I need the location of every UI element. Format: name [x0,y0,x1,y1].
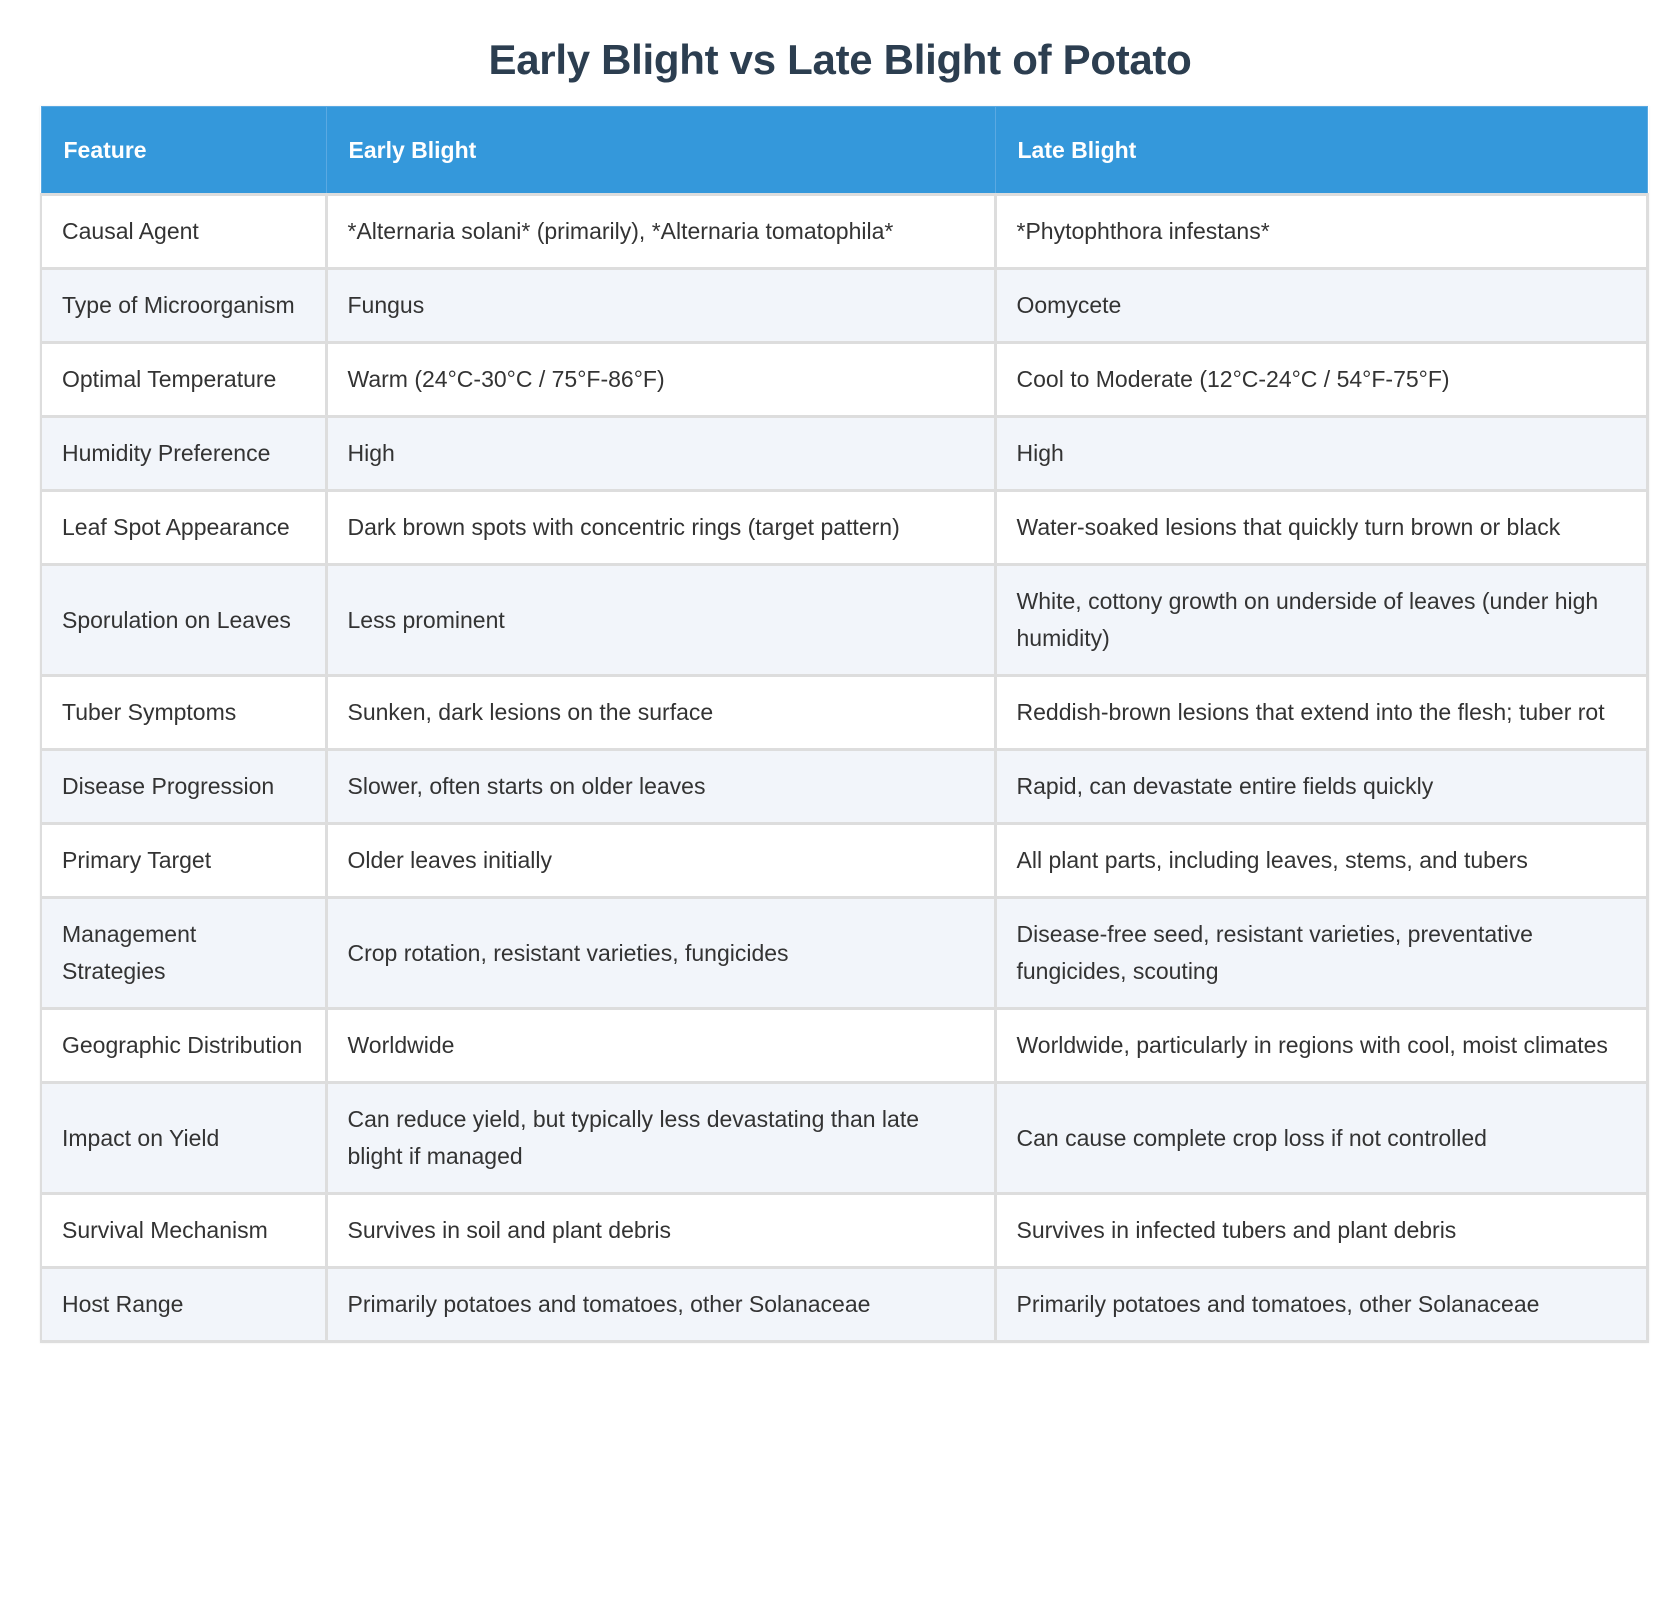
table-row [41,676,1647,750]
table-row [41,1083,1647,1194]
feature-cell: Geographic Distribution [41,1009,326,1083]
late-blight-cell: Can cause complete crop loss if not controlled [995,1083,1647,1194]
table-row [41,898,1647,1009]
table-row [41,195,1647,269]
feature-cell: Type of Microorganism [41,269,326,343]
early-blight-cell: Can reduce yield, but typically less devastating than late blight if managed [326,1083,995,1194]
late-blight-cell: Oomycete [995,269,1647,343]
feature-cell: Survival Mechanism [41,1194,326,1268]
late-blight-cell: Disease-free seed, resistant varieties, preventative fungicides, scouting [995,898,1647,1009]
late-blight-cell: Survives in infected tubers and plant debris [995,1194,1647,1268]
early-blight-cell: *Alternaria solani* (primarily), *Alternaria tomatophila* [326,195,995,269]
feature-cell: Humidity Preference [41,417,326,491]
early-blight-cell: Primarily potatoes and tomatoes, other Solanaceae [326,1268,995,1342]
table-row [41,269,1647,343]
column-header-late-blight: Late Blight [995,107,1647,195]
early-blight-cell: Sunken, dark lesions on the surface [326,676,995,750]
feature-cell: Leaf Spot Appearance [41,491,326,565]
late-blight-cell: Reddish-brown lesions that extend into the flesh; tuber rot [995,676,1647,750]
table-row [41,343,1647,417]
early-blight-cell: Worldwide [326,1009,995,1083]
column-header-early-blight: Early Blight [326,107,995,195]
table-header-row [41,107,1647,195]
late-blight-cell: Worldwide, particularly in regions with cool, moist climates [995,1009,1647,1083]
feature-cell: Impact on Yield [41,1083,326,1194]
table-row [41,750,1647,824]
feature-cell: Disease Progression [41,750,326,824]
early-blight-cell: Dark brown spots with concentric rings (target pattern) [326,491,995,565]
early-blight-cell: Slower, often starts on older leaves [326,750,995,824]
feature-cell: Optimal Temperature [41,343,326,417]
late-blight-cell: Primarily potatoes and tomatoes, other Solanaceae [995,1268,1647,1342]
comparison-table [40,106,1649,1343]
table-row [41,1194,1647,1268]
late-blight-cell: Cool to Moderate (12°C-24°C / 54°F-75°F) [995,343,1647,417]
table-row [41,565,1647,676]
feature-cell: Tuber Symptoms [41,676,326,750]
early-blight-cell: Warm (24°C-30°C / 75°F-86°F) [326,343,995,417]
page-title: Early Blight vs Late Blight of Potato [488,36,1192,83]
early-blight-cell: Crop rotation, resistant varieties, fungicides [326,898,995,1009]
late-blight-cell: White, cottony growth on underside of leaves (under high humidity) [995,565,1647,676]
late-blight-cell: Rapid, can devastate entire fields quickly [995,750,1647,824]
early-blight-cell: High [326,417,995,491]
feature-cell: Causal Agent [41,195,326,269]
feature-cell: Sporulation on Leaves [41,565,326,676]
early-blight-cell: Older leaves initially [326,824,995,898]
table-row [41,1268,1647,1342]
feature-cell: Host Range [41,1268,326,1342]
late-blight-cell: Water-soaked lesions that quickly turn brown or black [995,491,1647,565]
early-blight-cell: Less prominent [326,565,995,676]
feature-cell: Management Strategies [41,898,326,1009]
feature-cell: Primary Target [41,824,326,898]
late-blight-cell: High [995,417,1647,491]
late-blight-cell: *Phytophthora infestans* [995,195,1647,269]
column-header-feature: Feature [41,107,326,195]
table-row [41,491,1647,565]
early-blight-cell: Fungus [326,269,995,343]
table-row [41,824,1647,898]
late-blight-cell: All plant parts, including leaves, stems, and tubers [995,824,1647,898]
early-blight-cell: Survives in soil and plant debris [326,1194,995,1268]
table-row [41,417,1647,491]
table-row [41,1009,1647,1083]
